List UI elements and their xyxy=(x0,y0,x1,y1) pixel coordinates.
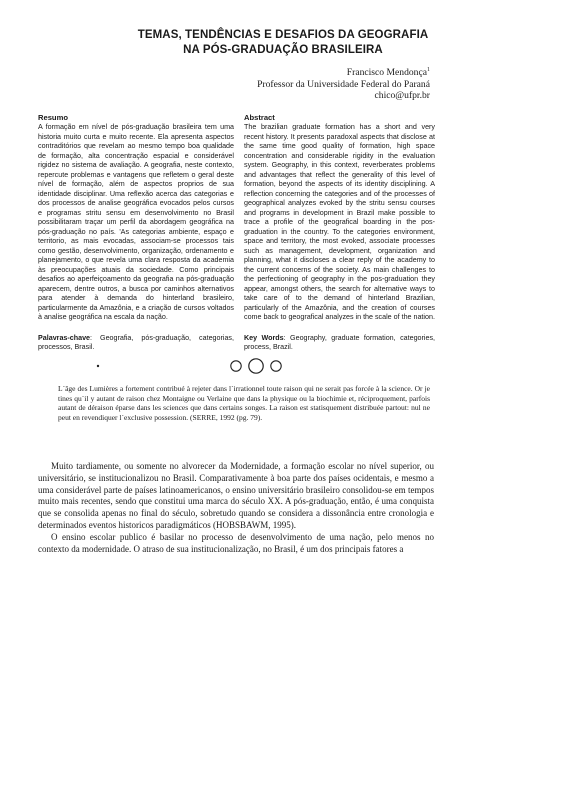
title-line-1: TEMAS, TENDÊNCIAS E DESAFIOS DA GEOGRAFIA xyxy=(137,29,429,41)
abstract-text: The brazilian graduate formation has a short and very recent history. It presents paradoxal aspects that disclose at the same time good quality of formation, high space concentration and considerable rigidity in the evaluation system. Geography, in this context, reverberates problems and advantages that reflect the generality of this level of formation, beyond the aspects of its identity disciplining. A reflection concerning the categories and of the processes of geographical analyzes evoked by the stritu sensu courses and programs in development in Brazil make possible to trace a profile of the geografical boarding in the pos-graduation in the country. To the categories environment, space and territory, the most evoked, associate processes such as management, development, organization and planning, what it discloses a clear reply of the academy to the current concerns of the society. As main challenges to the perfectioning of geography in the pos-graduation they appear, amongst others, the search for alternative ways to take care of to the demand of hinterland Brazilian, particularly of the Amazônia, and the creation of courses come back to geografical analyzes in the scale of the nation. xyxy=(244,123,435,321)
key-words-list: : Geography, graduate formation, categories, process, Brazil. xyxy=(244,333,435,351)
key-words xyxy=(244,334,435,353)
abstract-column xyxy=(244,113,435,353)
ornament-dot xyxy=(97,365,99,367)
body-paragraph-2: O ensino escolar publico é basilar no processo de desenvolvimento de uma nação, pelo menos no contexto da modernidade. O atraso de sua institucionalização, no Brasil, é um dos principais fatores a xyxy=(38,531,434,554)
abstract-heading: Abstract xyxy=(244,113,275,122)
title-line-2: NA PÓS-GRADUAÇÃO BRASILEIRA xyxy=(183,44,383,56)
body-paragraph-1: Muito tardiamente, ou somente no alvorecer da Modernidade, a formação escolar no nível superior, ou universitário, se institucionalizou no Brasil. Comparativamente à boa parte dos países ocidentais, e mesmo a uma considerável parte de países latinoamericanos, o ensino universitário brasileiro consolidou-se em tempos muito mais recentes, sendo que constitui uma marca do século XX. A pós-graduação, então, é uma conquista que se consolida apenas no final do século, sobretudo quando se considera a dissonância entre cronologia e determinados eventos historicos paradigmáticos (HOBSBAWM, 1995). xyxy=(38,461,434,530)
author-name: Francisco Mendonça xyxy=(346,67,427,79)
ornament-large-circle xyxy=(249,359,263,373)
resumo-heading: Resumo xyxy=(38,113,68,122)
epigraph: L´âge des Lumières a fortement contribué à rejeter dans l´irrationnel toute raison qui ne serait pas forcée à la science. Or je tines qu´il y autant de raison chez Montaigne ou Verlaine que dans la physique ou la biochimie et, réciproquement, parfois autant de déraison éparse dans les sciences que dans certains songes. La raison est statisquement distribuée partout: nul ne peut en revendiquer l´exclusive possession. (SERRE, 1992 (pg. 79). xyxy=(58,384,430,422)
body-text xyxy=(38,461,434,555)
palavras-chave-label: Palavras-chave xyxy=(38,333,91,342)
palavras-chave-list: : Geografia, pós-graduação, categorias, processos, Brasil. xyxy=(38,333,234,351)
resumo-text: A formação em nível de pós-graduação brasileira tem uma historia muito curta e muito recente. Ela apresenta aspectos contraditórios que revelam ao mesmo tempo boa qualidade de formação, alta concentração espacial e considerável rigidez no sistema de avaliação. A geografia, neste contexto, repercute problemas e vantagens que refletem o geral deste nível de formação, além de aspectos proprios de sua identidade disciplinar. Uma reflexão acerca das categorias e dos processos de analise geográfica evocados pelos cursos e programas stritu sensu em desenvolvimento no Brasil possibilitaram traçar um perfil da abordagem geográfica na pós-graduação no país. 'As categorias ambiente, espaço e territorio, as mais evocadas, associam-se processos tais como gestão, desenvolvimento, organização, ordenamento e planejamento, o que revela uma clara resposta da academia às preocupações atuais da sociedade. Como principais desafios ao aperfeiçoamento da geografia na pós-graduação aparecem, dentre outros, a busca por caminhos alternativos para atender à demanda do hinterland brasileiro, particularmente da Amazônia, e a criação de cursos voltados à analise geográfica na escala da nação. xyxy=(38,123,234,321)
author-block xyxy=(257,65,430,102)
article-title xyxy=(60,28,506,58)
author-footnote-mark: 1 xyxy=(427,67,430,73)
section-divider-ornament xyxy=(0,354,566,378)
ornament-small-circle-left xyxy=(231,361,241,371)
ornament-small-circle-right xyxy=(271,361,281,371)
resumo-column xyxy=(38,113,234,353)
palavras-chave xyxy=(38,334,234,353)
author-email: chico@ufpr.br xyxy=(374,90,430,102)
author-affiliation: Professor da Universidade Federal do Paraná xyxy=(257,78,430,90)
key-words-label: Key Words xyxy=(244,333,284,342)
